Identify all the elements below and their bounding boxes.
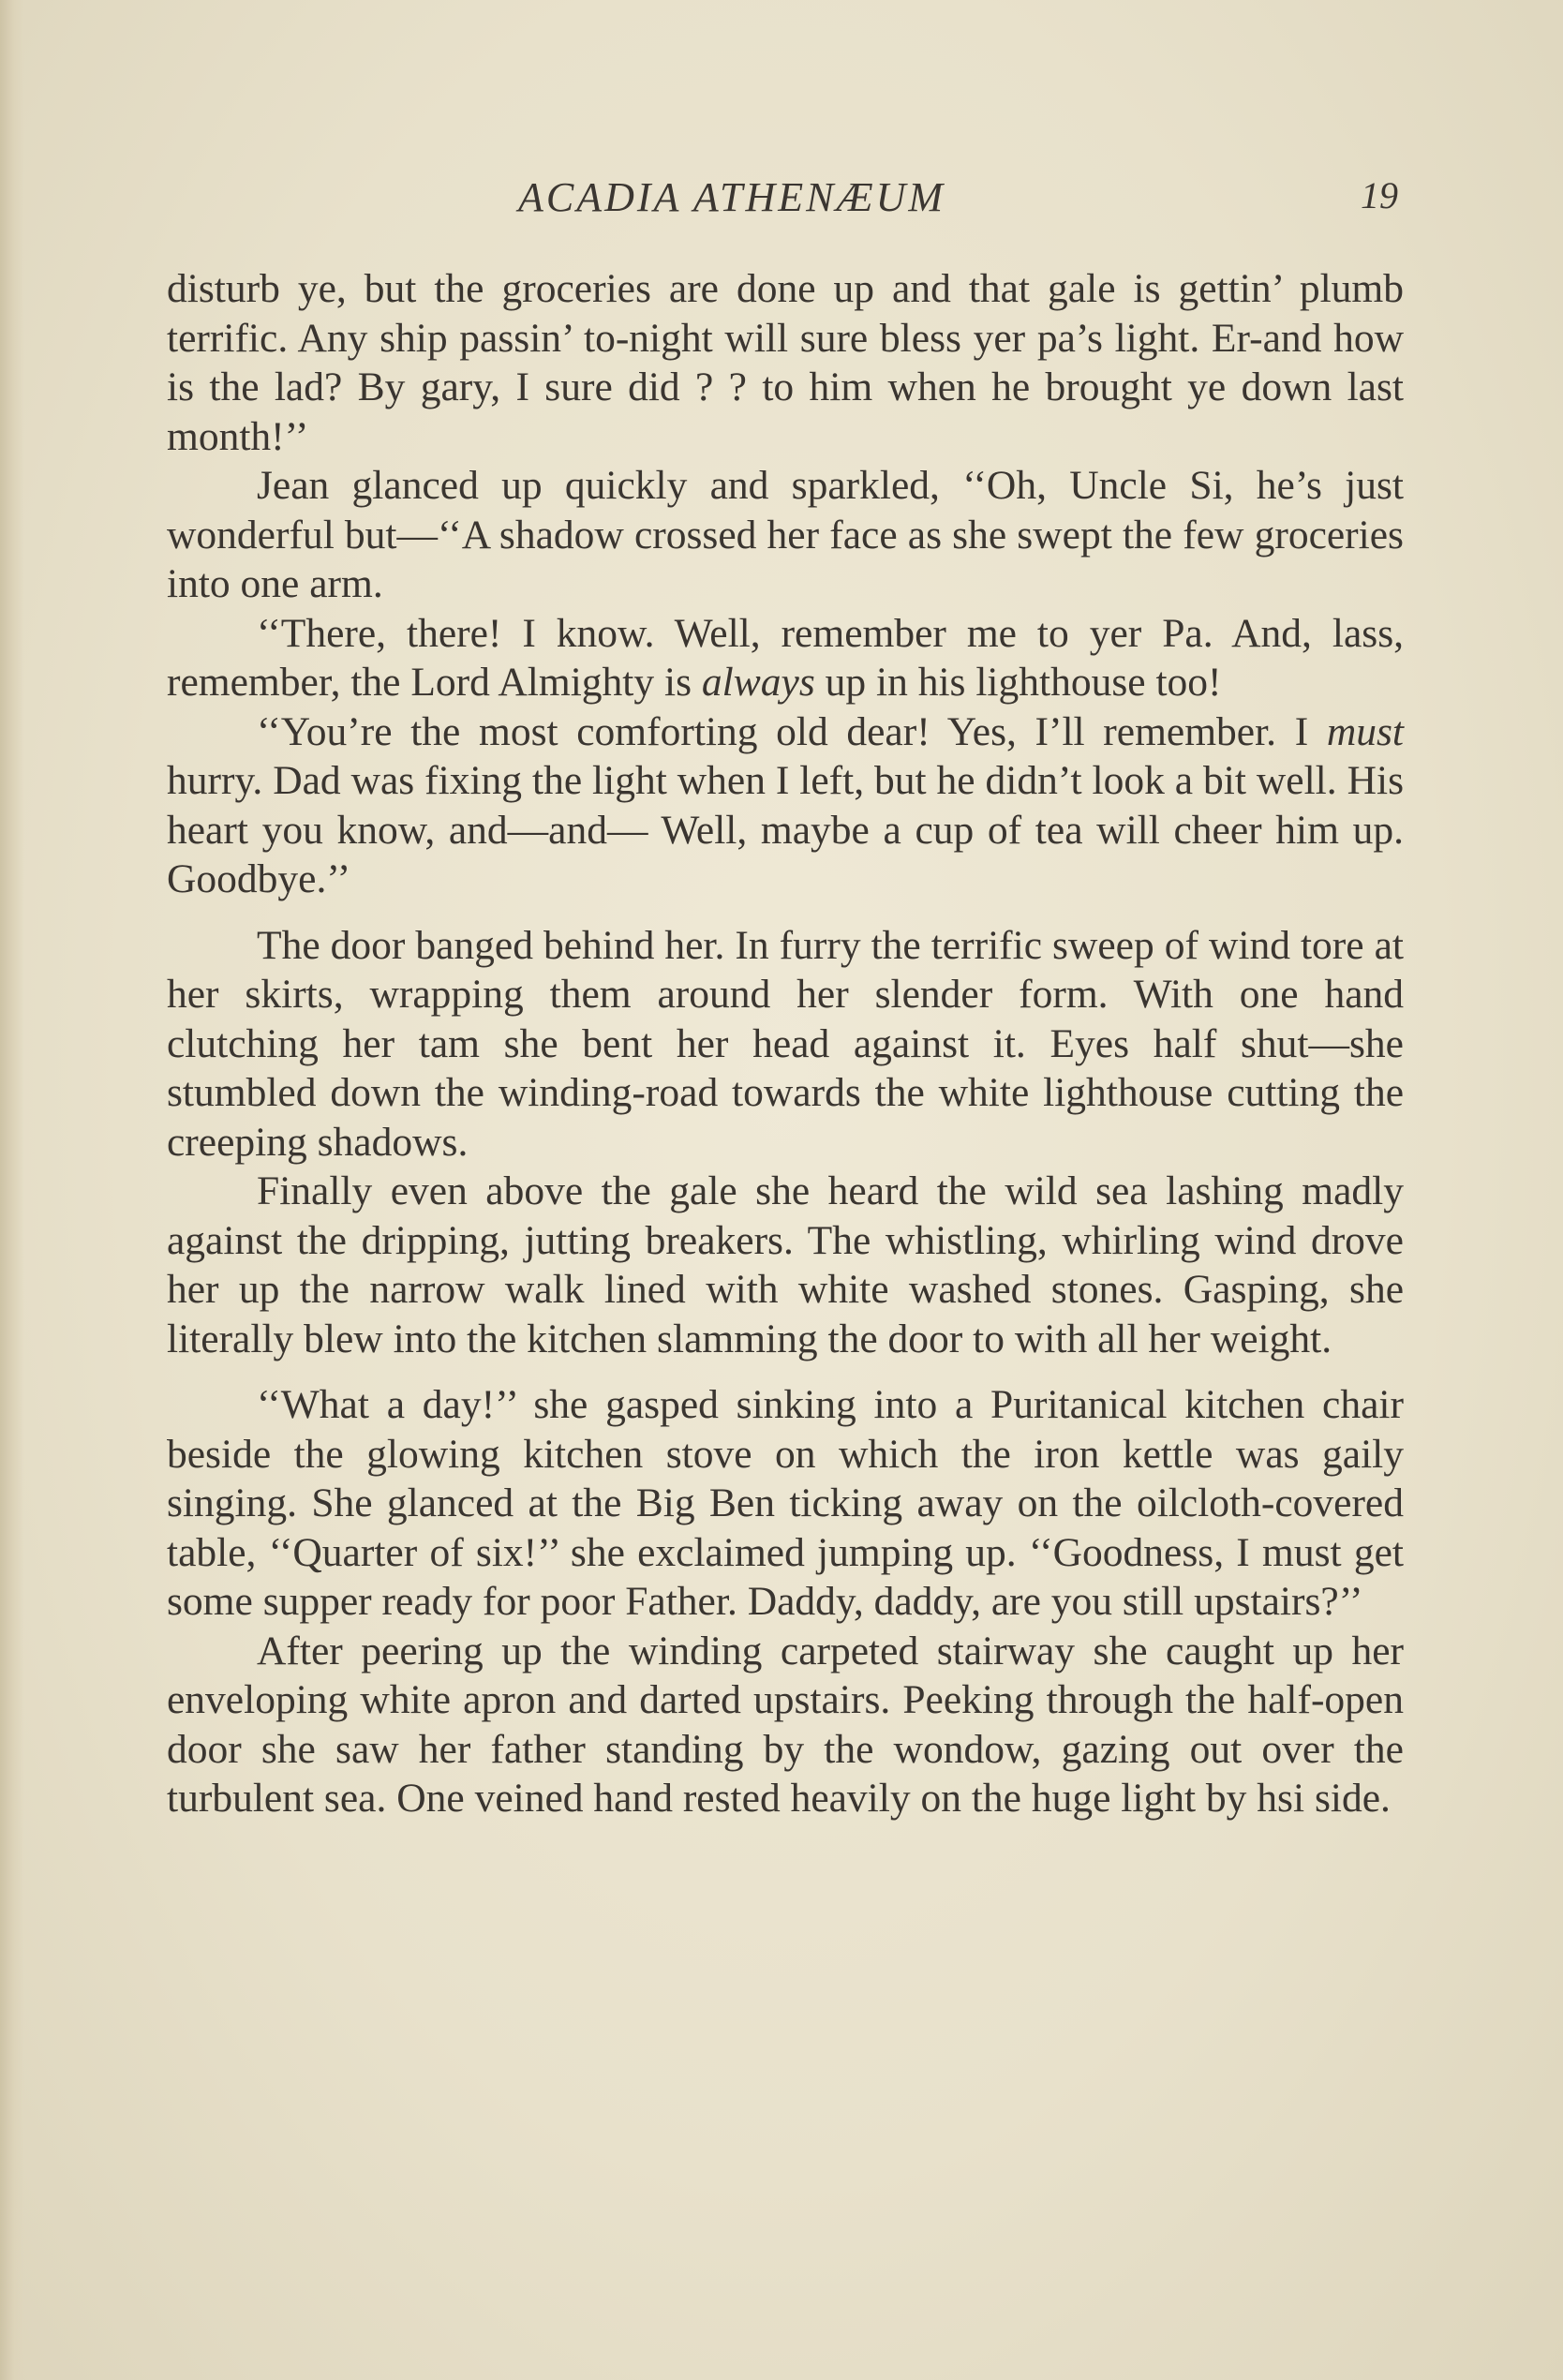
paragraph [167, 921, 1404, 1168]
text-run: up in his lighthouse too! [814, 660, 1222, 705]
running-header [0, 173, 1563, 230]
text-run: Jean glanced up quickly and sparkled, ‘‘Oh, Uncle Si, he’s just wonderful but—‘‘A shadow crossed her face as she swept the few groceries into one arm. [167, 463, 1404, 606]
text-run: The door banged behind her. In furry the terrific sweep of wind tore at her skirts, wrapping them around her slender form. With one hand clutching her tam she bent her head against it. Eyes half shut—she stumbled down the winding-road towards the white lighthouse cutting the creeping shadows. [167, 922, 1404, 1165]
page-number: 19 [1361, 174, 1398, 216]
journal-title: ACADIA ATHENÆUM [518, 174, 946, 220]
text-run: After peering up the winding carpeted stairway she caught up her enveloping white apron and darted upstairs. Peeking through the half-open door she saw her father standing by the wondow, gazing out over the turbulent sea. One veined hand rested heavily on the huge light by hsi side. [167, 1628, 1404, 1821]
text-run: disturb ye, but the groceries are done up and that gale is gettin’ plumb terrific. Any ship passin’ to-night will sure bless yer pa’s light. Er-and how is the lad? By gary, I sure did ? ? to him when he brought ye down last month!’’ [167, 266, 1404, 459]
text-run: ‘‘What a day!’’ she gasped sinking into a Puritanical kitchen chair beside the glowing kitchen stove on which the iron kettle was gaily singing. She glanced at the Big Ben ticking away on the oilcloth-covered table, ‘‘Quarter of six!’’ she exclaimed jumping up. ‘‘Goodness, I must get some supper ready for poor Father. Daddy, daddy, are you still upstairs?’’ [167, 1382, 1404, 1624]
paragraph [167, 1380, 1404, 1627]
text-run: hurry. Dad was fixing the light when I left, but he didn’t look a bit well. His heart you know, and—and— Well, maybe a cup of tea will cheer him up. Goodbye.’’ [167, 758, 1404, 901]
italic-text-run: must [1326, 708, 1404, 754]
page-left-edge [0, 0, 24, 2380]
paragraph [167, 264, 1404, 461]
paragraph [167, 707, 1404, 904]
text-run: ‘‘You’re the most comforting old dear! Yes, I’ll remember. I [257, 708, 1327, 754]
article-body [167, 264, 1404, 1823]
italic-text-run: always [701, 660, 815, 705]
text-run: ‘‘There, there! I know. Well, remember me to yer Pa. And, lass, remember, the Lord Almighty is [167, 610, 1404, 705]
text-run: Finally even above the gale she heard the wild sea lashing madly against the dripping, jutting breakers. The whistling, whirling wind drove her up the narrow walk lined with white washed stones. Gasping, she literally blew into the kitchen slamming the door to with all her weight. [167, 1168, 1404, 1361]
paragraph [167, 461, 1404, 609]
paragraph [167, 1167, 1404, 1363]
paragraph [167, 609, 1404, 707]
paragraph [167, 1627, 1404, 1823]
